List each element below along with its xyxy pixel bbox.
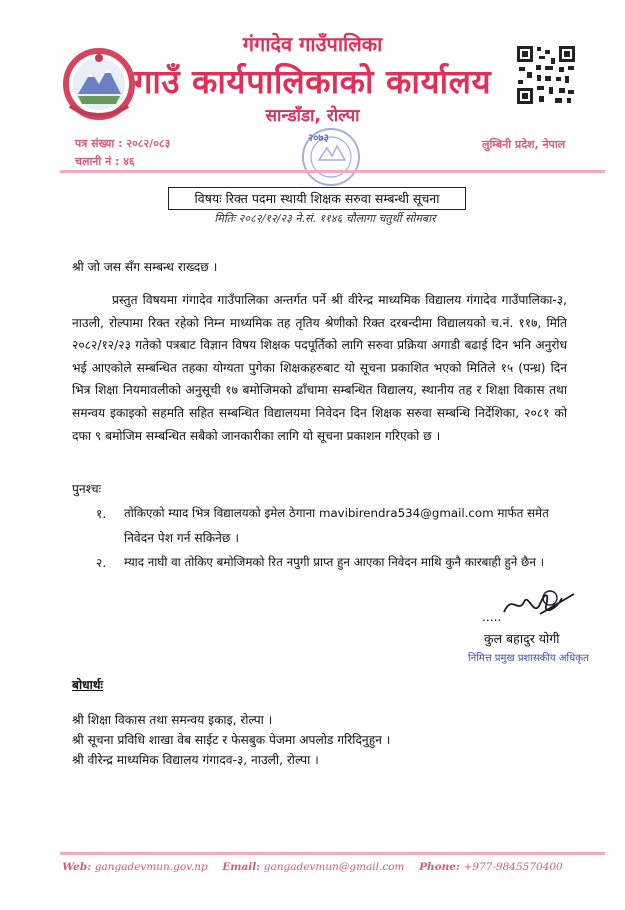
municipality-name: गंगादेव गाउँपालिका xyxy=(242,32,383,56)
email-link[interactable]: gangadevmun@gmail.com xyxy=(263,861,405,873)
note-text: तोकिएको म्याद भित्र विद्यालयको इमेल ठेगाना mavibirendra534@gmail.com मार्फत समेत xyxy=(124,506,549,520)
postscript-label: पुनश्चः xyxy=(72,482,102,496)
footer-divider xyxy=(60,852,605,855)
letter-number: पत्र संख्या : २०८२/०८३ xyxy=(75,137,171,150)
stamp-year: २०७३ xyxy=(308,133,329,144)
dispatch-number: चलानी नं : ४६ xyxy=(75,155,135,168)
email-label: Email: xyxy=(222,861,261,873)
signatory-title: निमित्त प्रमुख प्रशासकीय अधिकृत xyxy=(468,653,589,664)
note-number: १. xyxy=(96,507,107,521)
signatory-name: कुल बहादुर योगी xyxy=(484,631,560,646)
note-number: २. xyxy=(96,556,107,570)
note-text: म्याद नाघी वा तोकिए बमोजिमको रित नपुगी प्राप्त हुन आएका निवेदन माथि कुनै कारबाही हुने छैन । xyxy=(124,555,545,569)
note-text-continued: निवेदन पेश गर्न सकिनेछ । xyxy=(124,531,239,545)
qr-code-icon xyxy=(515,44,577,106)
notice-paragraph: प्रस्तुत विषयमा गंगादेव गाउँपालिका अन्तर्गत पर्ने श्री वीरेन्द्र माध्यमिक विद्यालय गंगादेव गाउँपालिका-३, नाउली, रोल्पामा रिक्त रहेको निम्न माध्यमिक तह तृतिय श्रेणीको रिक्त दरबन्दीमा विद्यालयको च.नं. ११७, मिति २०८२/१२/२३ गतेको पत्रबाट विज्ञान विषय शिक्षक पदपूर्तिको लागि सरुवा प्रक्रिया अगाडी बढाई दिन भनि अनुरोध भई आएकोले सम्बन्धित तहका योग्यता पुगेका शिक्षकहरुबाट यो सूचना प्रकाशित भएको मितिले १५ (पन्ध्र) दिन भित्र शिक्षा नियमावलीको अनुसूची १७ बमोजिमको ढाँचामा सम्बन्धित विद्यालय, स्थानीय तह र शिक्षा विकास तथा समन्वय इकाइको सहमति सहित सम्बन्धित विद्यालयमा निवेदन दिन शिक्षक सरुवा सम्बन्धि निर्देशिका, २०८१ को दफा ९ बमोजिम सम्बन्धित सबैको जानकारीका लागि यो सूचना प्रकाशन गरिएको छ । xyxy=(72,293,567,443)
cc-heading: बोधार्थः xyxy=(72,678,104,692)
cc-item: श्री वीरेन्द्र माध्यमिक विद्यालय गंगादव-३, नाउली, रोल्पा । xyxy=(72,753,319,767)
phone-label: Phone: xyxy=(419,861,460,873)
cc-item: श्री शिक्षा विकास तथा समन्वय इकाइ, रोल्पा । xyxy=(72,713,273,727)
province-label: लुम्बिनी प्रदेश, नेपाल xyxy=(482,138,566,151)
phone-number: +977-9845570400 xyxy=(463,861,563,873)
office-address: सान्डाँडा, रोल्पा xyxy=(265,106,360,126)
signature-dots: ..... xyxy=(482,610,502,624)
header-divider xyxy=(60,170,605,173)
cc-item: श्री सूचना प्रविधि शाखा वेब साईट र फेसबुक पेजमा अपलोड गरिदिनुहुन । xyxy=(72,733,391,747)
office-name: गाउँ कार्यपालिकाको कार्यालय xyxy=(133,62,492,101)
salutation: श्री जो जस सँग सम्बन्ध राख्दछ । xyxy=(72,260,218,274)
web-label: Web: xyxy=(62,861,92,873)
signature-mark xyxy=(500,584,578,624)
footer-contact xyxy=(0,861,625,873)
date-line: मितिः २०८२/१२/२३ ने.सं. ११४६ चौलागा चतुर्थी सोमबार xyxy=(214,212,436,225)
website-link[interactable]: gangadevmun.gov.np xyxy=(94,861,208,873)
subject-box: विषयः रिक्त पदमा स्थायी शिक्षक सरुवा सम्बन्धी सूचना xyxy=(168,187,466,210)
